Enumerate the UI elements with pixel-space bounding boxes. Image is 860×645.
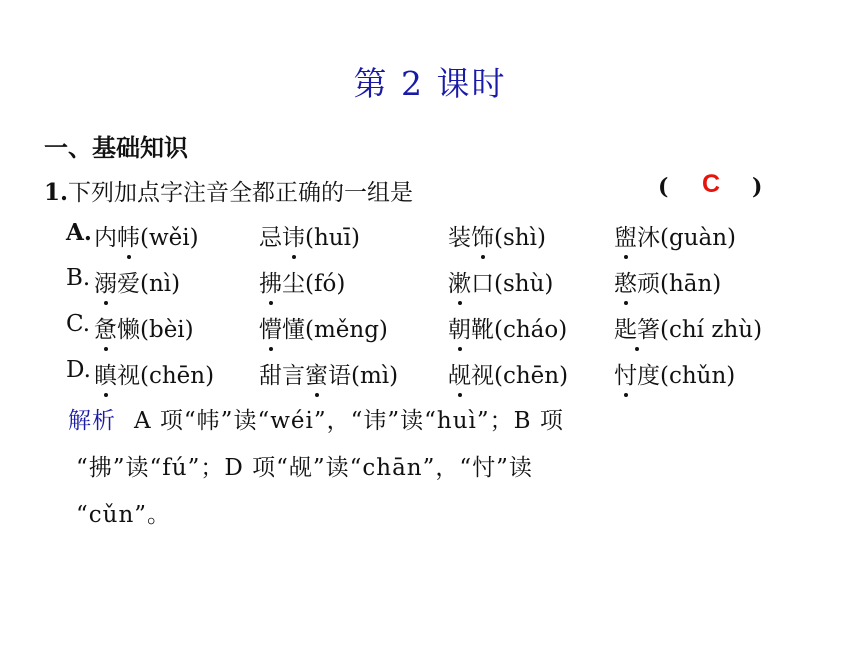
option-item	[448, 357, 568, 390]
dotted-char: 憨	[614, 265, 637, 298]
item-prefix: 忌	[259, 225, 282, 251]
dotted-char: 觇	[448, 357, 471, 390]
item-pinyin: (chēn)	[140, 363, 215, 389]
option-item	[448, 219, 546, 252]
dotted-char: 懵	[259, 311, 282, 344]
option-item	[259, 311, 388, 344]
item-pinyin: (bèi)	[140, 317, 194, 343]
option-item	[448, 311, 567, 344]
item-pinyin: (chí zhù)	[660, 317, 763, 343]
paren-left: (	[658, 174, 669, 200]
dotted-char: 忖	[614, 357, 637, 390]
item-pinyin: (chǔn)	[660, 363, 736, 389]
answer-letter: C	[702, 170, 721, 198]
item-suffix: 顽	[637, 271, 660, 297]
item-pinyin: (chēn)	[494, 363, 569, 389]
item-suffix: 语	[328, 363, 351, 389]
question-number: 1.	[44, 179, 69, 206]
item-suffix: 懒	[117, 317, 140, 343]
option-row-a	[0, 219, 860, 259]
option-row-d	[0, 357, 860, 397]
item-suffix: 尘	[282, 271, 305, 297]
item-suffix: 沐	[637, 225, 660, 251]
option-item	[94, 265, 180, 298]
item-pinyin: (shì)	[494, 225, 546, 251]
option-item	[614, 219, 736, 252]
page-title: 第 2 课时	[353, 64, 507, 103]
analysis-line-2: “拂”读“fú”；D 项“觇”读“chān”，“忖”读	[76, 455, 533, 481]
dotted-char: 惫	[94, 311, 117, 344]
dotted-char: 朝	[448, 311, 471, 344]
item-suffix: 视	[117, 363, 140, 389]
dotted-char: 帏	[117, 219, 140, 252]
item-pinyin: (cháo)	[494, 317, 568, 343]
item-suffix: 口	[471, 271, 494, 297]
option-letter: C.	[66, 311, 91, 337]
dotted-char: 蜜	[305, 357, 328, 390]
section-heading: 一、基础知识	[44, 133, 188, 162]
option-item	[614, 357, 735, 390]
item-prefix: 甜言	[259, 363, 305, 389]
option-item	[614, 265, 721, 298]
analysis-block	[68, 398, 778, 539]
question-stem	[44, 174, 413, 207]
option-item	[448, 265, 553, 298]
option-item	[259, 219, 360, 252]
item-suffix: 度	[637, 363, 660, 389]
dotted-char: 讳	[282, 219, 305, 252]
dotted-char: 饰	[471, 219, 494, 252]
item-suffix: 懂	[282, 317, 305, 343]
item-suffix: 视	[471, 363, 494, 389]
dotted-char: 拂	[259, 265, 282, 298]
item-suffix: 爱	[117, 271, 140, 297]
option-item	[259, 265, 345, 298]
item-pinyin: (huī)	[305, 225, 360, 251]
item-suffix: 靴	[471, 317, 494, 343]
item-pinyin: (mì)	[351, 363, 399, 389]
option-row-b	[0, 265, 860, 305]
dotted-char: 瞋	[94, 357, 117, 390]
item-pinyin: (nì)	[140, 271, 181, 297]
item-pinyin: (shù)	[494, 271, 554, 297]
paren-right: )	[752, 174, 763, 200]
item-prefix: 装	[448, 225, 471, 251]
item-pinyin: (fó)	[305, 271, 346, 297]
analysis-line-3: “cǔn”。	[76, 502, 172, 528]
dotted-char: 匙箸	[614, 311, 660, 344]
item-pinyin: (hān)	[660, 271, 722, 297]
option-letter: B.	[66, 265, 91, 291]
option-letter: D.	[66, 357, 91, 383]
item-pinyin: (měng)	[305, 317, 388, 343]
question-text: 下列加点字注音全都正确的一组是	[68, 180, 414, 206]
option-item	[94, 219, 199, 252]
analysis-line-1	[68, 398, 778, 445]
option-letter: A.	[66, 219, 92, 246]
option-item	[94, 357, 214, 390]
option-row-c	[0, 311, 860, 351]
dotted-char: 漱	[448, 265, 471, 298]
analysis-label: 解析	[68, 408, 116, 434]
dotted-char: 盥	[614, 219, 637, 252]
analysis-text: A 项“帏”读“wéi”，“讳”读“huì”；B 项	[134, 408, 564, 434]
option-item	[259, 357, 398, 390]
item-pinyin: (wěi)	[140, 225, 199, 251]
dotted-char: 溺	[94, 265, 117, 298]
item-prefix: 内	[94, 225, 117, 251]
item-pinyin: (guàn)	[660, 225, 737, 251]
option-item	[614, 311, 762, 344]
option-item	[94, 311, 194, 344]
